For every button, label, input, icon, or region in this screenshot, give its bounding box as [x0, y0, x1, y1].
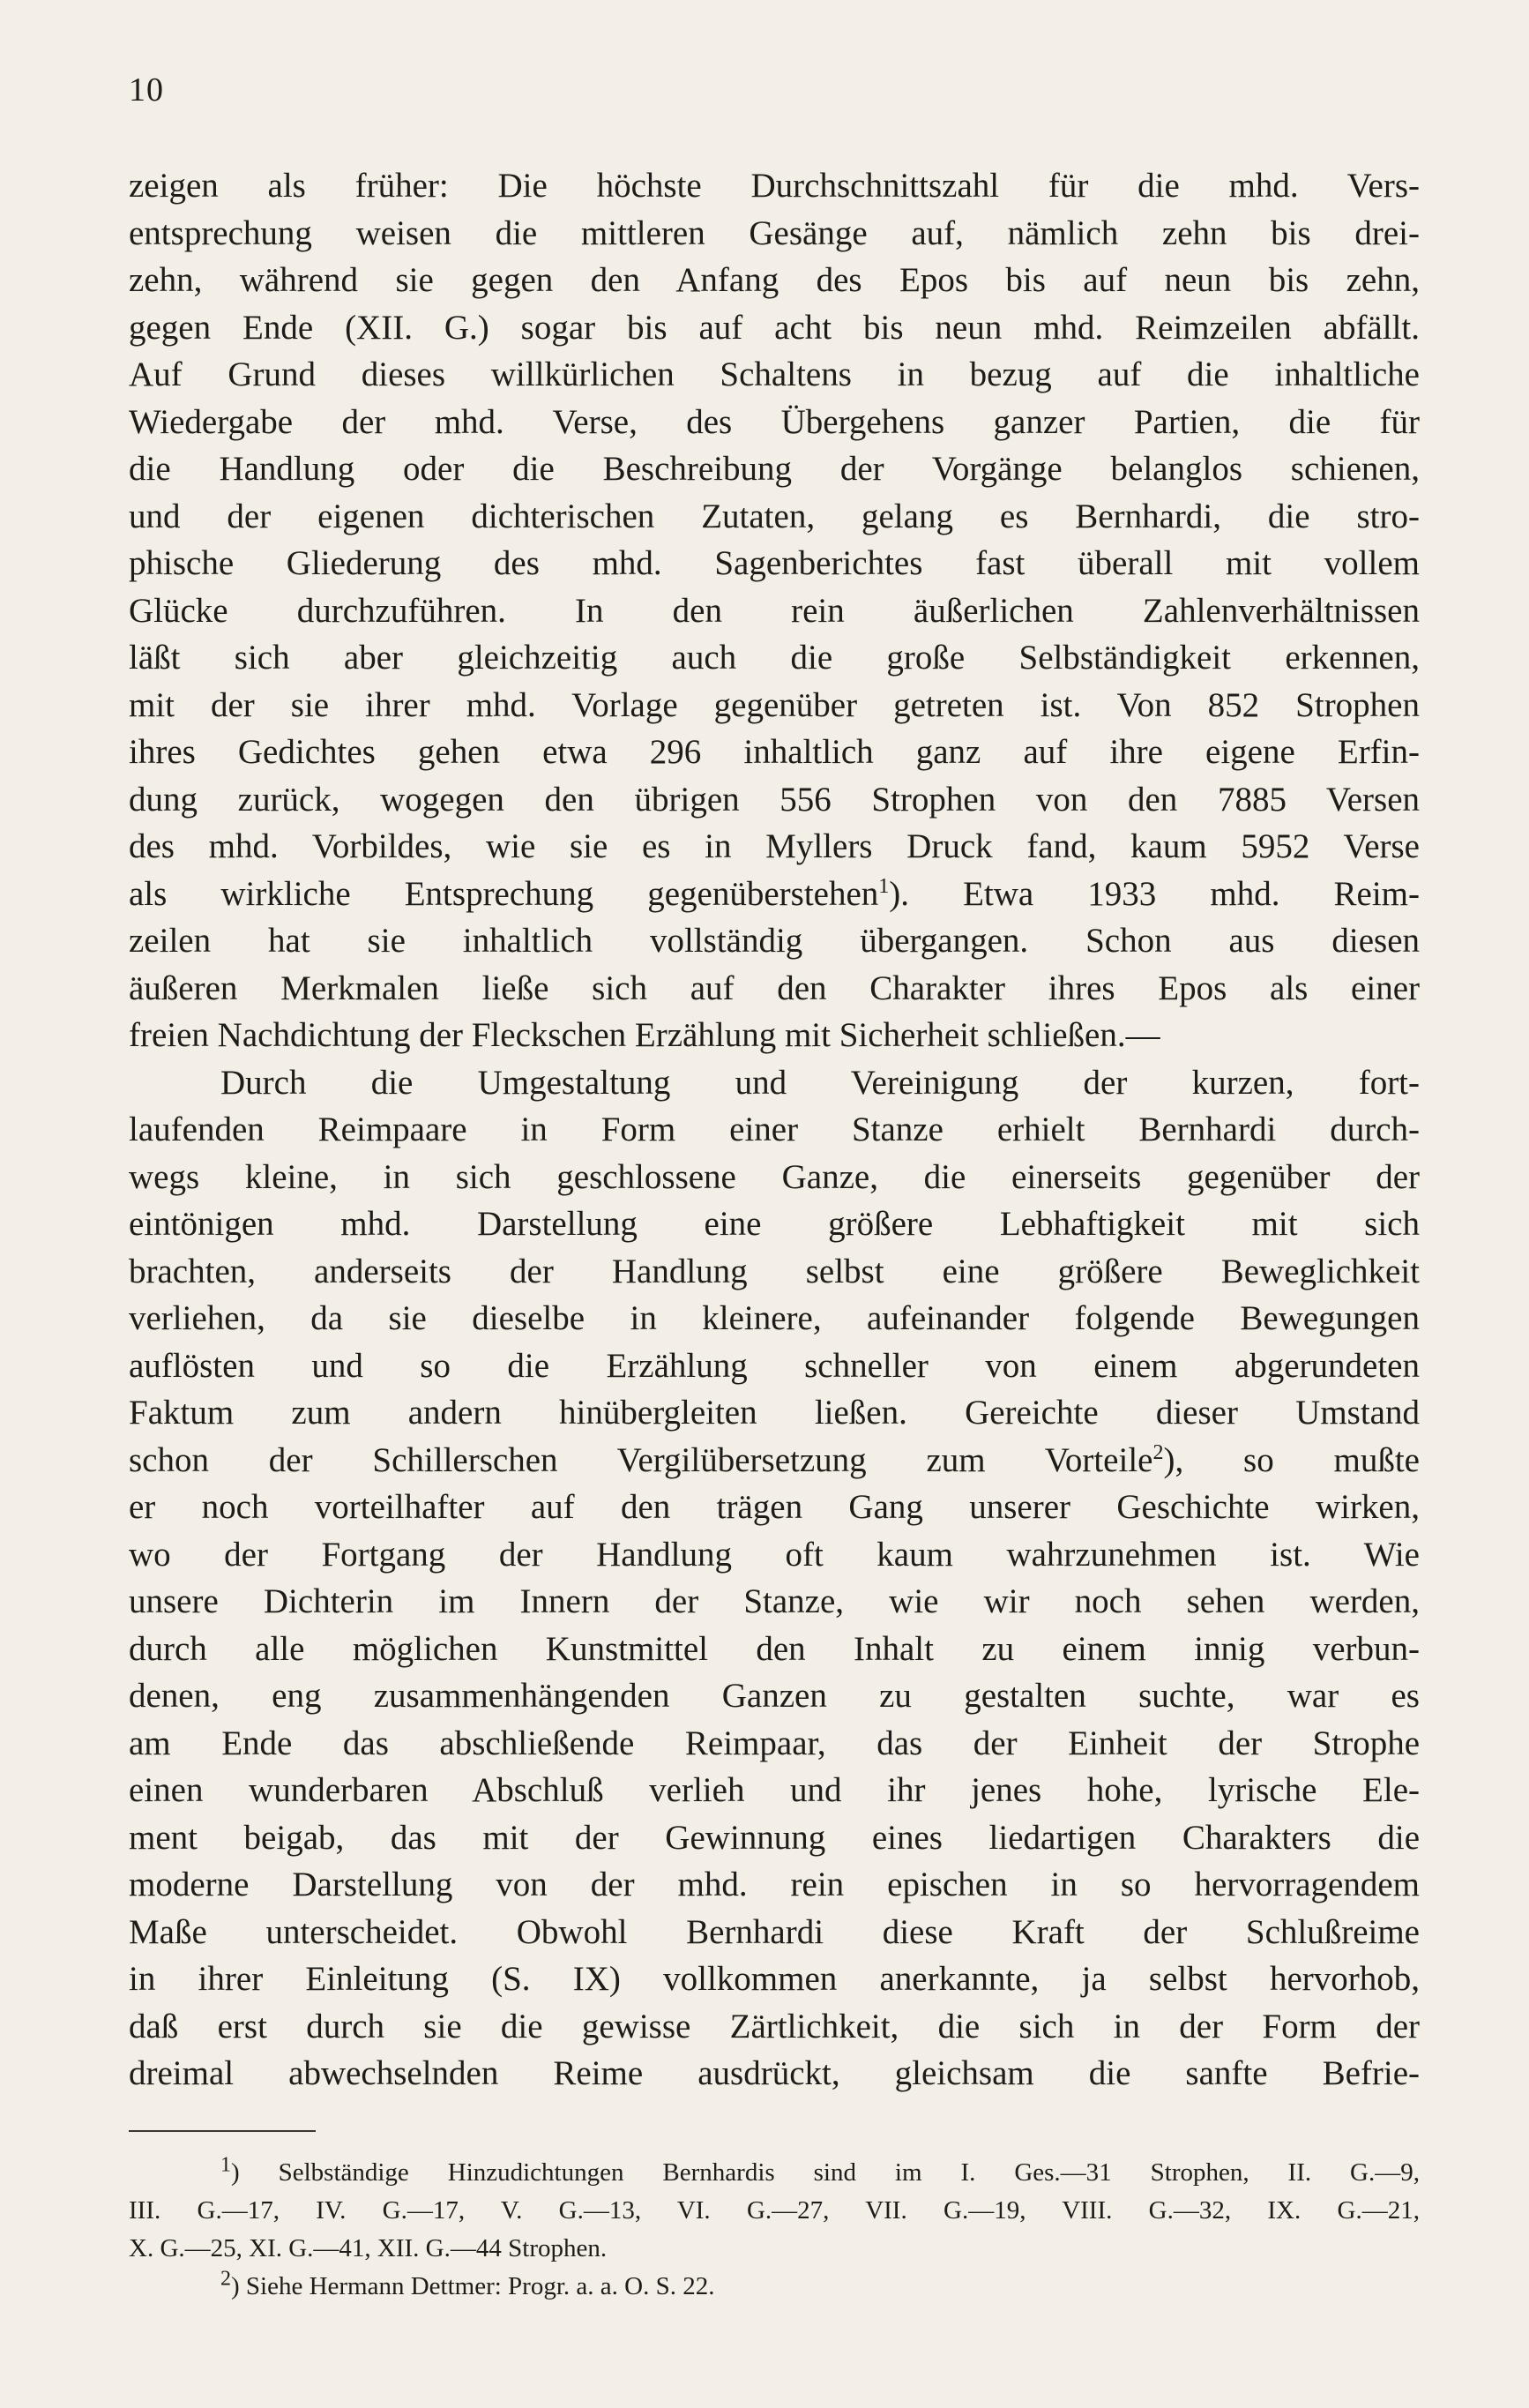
footnote-divider	[129, 2130, 316, 2132]
text-line: zehn, während sie gegen den Anfang des Epos bis auf neun bis zehn,	[129, 261, 1420, 299]
text-line: Faktum zum andern hinübergleiten ließen. Gereichte dieser Umstand	[129, 1394, 1420, 1432]
footnote-1-marker: 1	[220, 2153, 231, 2177]
text-line: die Handlung oder die Beschreibung der Vorgänge belanglos schienen,	[129, 450, 1420, 488]
text-line: ment beigab, das mit der Gewinnung eines liedartigen Charakters die	[129, 1818, 1420, 1857]
text-line: und der eigenen dichterischen Zutaten, gelang es Bernhardi, die stro-	[129, 497, 1420, 535]
text-line: einen wunderbaren Abschluß verlieh und ihr jenes hohe, lyrische Ele-	[129, 1771, 1420, 1809]
text-line: durch alle möglichen Kunstmittel den Inhalt zu einem innig verbun-	[129, 1629, 1420, 1668]
footnote-2-marker: 2	[220, 2267, 231, 2291]
text-line: brachten, anderseits der Handlung selbst eine größere Beweglichkeit	[129, 1252, 1420, 1290]
text-line: äußeren Merkmalen ließe sich auf den Charakter ihres Epos als einer	[129, 968, 1420, 1007]
text-line-with-footnote-1	[129, 871, 1420, 918]
body-text	[129, 162, 1420, 2098]
footnote-ref-1[interactable]: 1	[878, 874, 890, 898]
text-line: entsprechung weisen die mittleren Gesänge auf, nämlich zehn bis drei-	[129, 213, 1420, 252]
text-line: er noch vorteilhafter auf den trägen Gang unserer Geschichte wirken,	[129, 1488, 1420, 1526]
footnote-1-line: III. G.—17, IV. G.—17, V. G.—13, VI. G.—27, VII. G.—19, VIII. G.—32, IX. G.—21,	[129, 2196, 1420, 2225]
footnotes	[129, 2154, 1420, 2306]
text-line: Glücke durchzuführen. In den rein äußerlichen Zahlenverhältnissen	[129, 591, 1420, 630]
text-line: freien Nachdichtung der Fleckschen Erzählung mit Sicherheit schließen.—	[129, 1016, 1160, 1054]
text-line: des mhd. Vorbildes, wie sie es in Myllers Druck fand, kaum 5952 Verse	[129, 827, 1420, 865]
text-line: zeigen als früher: Die höchste Durchschnittszahl für die mhd. Vers-	[129, 167, 1420, 205]
text-line: moderne Darstellung von der mhd. rein epischen in so hervorragendem	[129, 1866, 1420, 1903]
text-line: läßt sich aber gleichzeitig auch die große Selbständigkeit erkennen,	[129, 639, 1420, 677]
text-line: gegen Ende (XII. G.) sogar bis auf acht bis neun mhd. Reimzeilen abfällt.	[129, 308, 1420, 347]
text-line: Auf Grund dieses willkürlichen Schaltens in bezug auf die inhaltliche	[129, 355, 1420, 393]
text-line: auflösten und so die Erzählung schneller von einem abgerundeten	[129, 1346, 1420, 1385]
text-line: daß erst durch sie die gewisse Zärtlichkeit, die sich in der Form der	[129, 2007, 1420, 2045]
text-line: ihres Gedichtes gehen etwa 296 inhaltlich ganz auf ihre eigene Erfin-	[129, 733, 1420, 771]
text-line: dreimal abwechselnden Reime ausdrückt, gleichsam die sanfte Befrie-	[129, 2054, 1420, 2092]
page-number: 10	[129, 71, 164, 108]
text-line: wo der Fortgang der Handlung oft kaum wahrzunehmen ist. Wie	[129, 1535, 1420, 1574]
text-line: Maße unterscheidet. Obwohl Bernhardi diese Kraft der Schlußreime	[129, 1912, 1420, 1951]
text-segment: ). Etwa 1933 mhd. Reim-	[889, 874, 1420, 913]
text-line: mit der sie ihrer mhd. Vorlage gegenüber getreten ist. Von 852 Strophen	[129, 685, 1420, 724]
text-line: eintönigen mhd. Darstellung eine größere Lebhaftigkeit mit sich	[129, 1205, 1420, 1243]
text-line: Durch die Umgestaltung und Vereinigung der kurzen, fort-	[220, 1063, 1420, 1102]
text-segment: ), so mußte	[1163, 1440, 1420, 1479]
text-line: in ihrer Einleitung (S. IX) vollkommen anerkannte, ja selbst hervorhob,	[129, 1960, 1420, 1998]
text-line: dung zurück, wogegen den übrigen 556 Strophen von den 7885 Versen	[129, 780, 1420, 819]
footnote-2-line	[129, 2268, 1420, 2306]
text-line: unsere Dichterin im Innern der Stanze, wie wir noch sehen werden,	[129, 1582, 1420, 1620]
text-line: verliehen, da sie dieselbe in kleinere, aufeinander folgende Bewegungen	[129, 1299, 1420, 1337]
footnote-ref-2[interactable]: 2	[1152, 1440, 1164, 1464]
text-line: laufenden Reimpaare in Form einer Stanze erhielt Bernhardi durch-	[129, 1111, 1420, 1148]
footnote-text: ) Siehe Hermann Dettmer: Progr. a. a. O. S. 22.	[231, 2272, 715, 2300]
text-line: phische Gliederung des mhd. Sagenberichtes fast überall mit vollem	[129, 544, 1420, 582]
text-line: zeilen hat sie inhaltlich vollständig übergangen. Schon aus diesen	[129, 922, 1420, 960]
text-line-with-footnote-2	[129, 1437, 1420, 1484]
footnote-text: ) Selbständige Hinzudichtungen Bernhardis sind im I. Ges.—31 Strophen, II. G.—9,	[231, 2158, 1420, 2187]
text-line: Wiedergabe der mhd. Verse, des Übergehens ganzer Partien, die für	[129, 402, 1420, 441]
text-line: wegs kleine, in sich geschlossene Ganze, die einerseits gegenüber der	[129, 1157, 1420, 1196]
text-line: am Ende das abschließende Reimpaar, das der Einheit der Strophe	[129, 1724, 1420, 1762]
text-segment: schon der Schillerschen Vergilübersetzung zum Vorteile	[129, 1440, 1153, 1479]
text-line: denen, eng zusammenhängenden Ganzen zu gestalten suchte, war es	[129, 1677, 1420, 1715]
text-segment: als wirkliche Entsprechung gegenüberstehen	[129, 874, 879, 913]
footnote-1-line: X. G.—25, XI. G.—41, XII. G.—44 Strophen.	[129, 2234, 608, 2262]
footnote-1-line	[129, 2154, 1420, 2192]
